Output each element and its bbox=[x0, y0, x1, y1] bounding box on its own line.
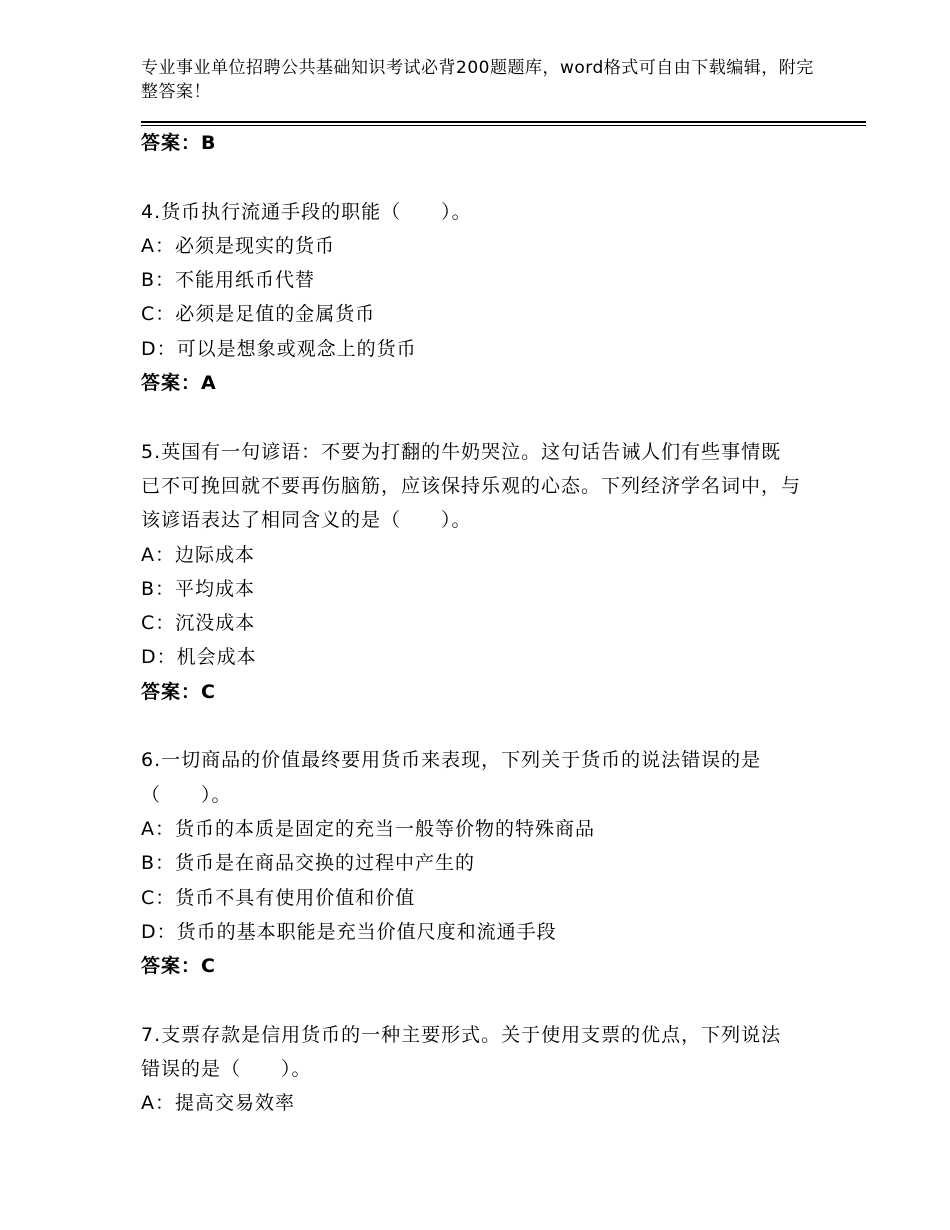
option-d: D：机会成本 bbox=[141, 646, 257, 669]
answer: 答案：C bbox=[141, 955, 216, 978]
question-4 bbox=[141, 195, 801, 401]
header-text: 专业事业单位招聘公共基础知识考试必背200题题库，word格式可自由下载编辑，附完整答案！ bbox=[141, 58, 814, 102]
option-b: B：货币是在商品交换的过程中产生的 bbox=[141, 852, 476, 875]
question-5 bbox=[141, 435, 801, 709]
option-a: A：货币的本质是固定的充当一般等价物的特殊商品 bbox=[141, 817, 595, 840]
option-a: A：边际成本 bbox=[141, 543, 255, 566]
question-stem: 7.支票存款是信用货币的一种主要形式。关于使用支票的优点，下列说法错误的是（ ）。 bbox=[141, 1023, 782, 1081]
header-rule-thick bbox=[141, 121, 866, 123]
document-header bbox=[141, 56, 821, 104]
option-c: C：必须是足值的金属货币 bbox=[141, 303, 376, 326]
question-stem: 5.英国有一句谚语：不要为打翻的牛奶哭泣。这句话告诫人们有些事情既已不可挽回就不要再伤脑筋，应该保持乐观的心态。下列经济学名词中，与该谚语表达了相同含义的是（ ）。 bbox=[141, 440, 802, 532]
question-7 bbox=[141, 1018, 801, 1121]
option-d: D：可以是想象或观念上的货币 bbox=[141, 337, 417, 360]
question-stem: 4.货币执行流通手段的职能（ ）。 bbox=[141, 200, 472, 223]
option-a: A：必须是现实的货币 bbox=[141, 234, 335, 257]
answer: 答案：A bbox=[141, 372, 217, 395]
option-b: B：不能用纸币代替 bbox=[141, 269, 316, 292]
option-b: B：平均成本 bbox=[141, 577, 256, 600]
option-c: C：沉没成本 bbox=[141, 612, 256, 635]
answer-prev: 答案：B bbox=[141, 132, 217, 154]
question-list bbox=[141, 126, 801, 1121]
answer: 答案：C bbox=[141, 680, 216, 703]
option-d: D：货币的基本职能是充当价值尺度和流通手段 bbox=[141, 920, 557, 943]
option-c: C：货币不具有使用价值和价值 bbox=[141, 886, 416, 909]
question-6 bbox=[141, 743, 801, 983]
question-stem: 6.一切商品的价值最终要用货币来表现，下列关于货币的说法错误的是（ ）。 bbox=[141, 749, 762, 806]
option-a: A：提高交易效率 bbox=[141, 1092, 295, 1115]
